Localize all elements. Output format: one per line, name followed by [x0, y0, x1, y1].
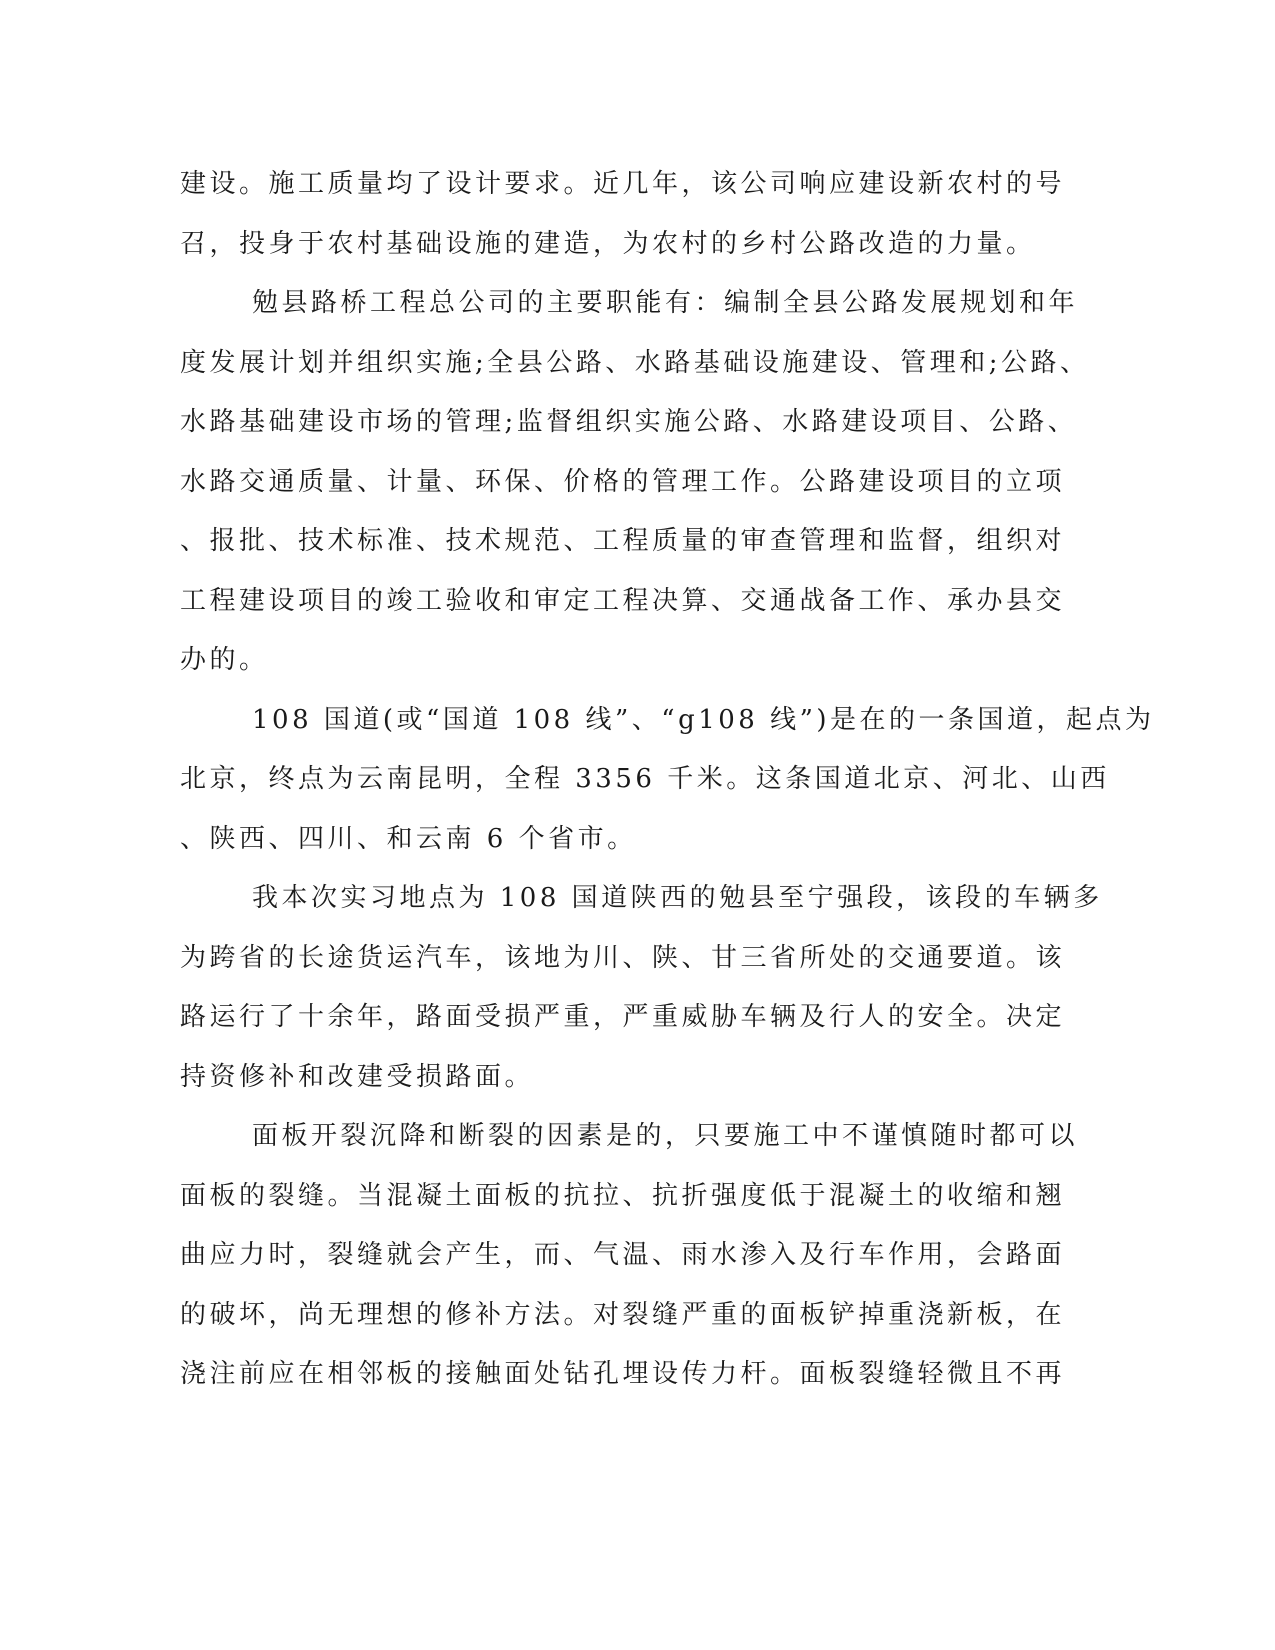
text-line: 的破坏，尚无理想的修补方法。对裂缝严重的面板铲掉重浇新板，在: [180, 1299, 1066, 1330]
paragraph-first-line: 勉县路桥工程总公司的主要职能有：编制全县公路发展规划和年: [252, 288, 1079, 318]
text-line: 为跨省的长途货运汽车，该地为川、陕、甘三省所处的交通要道。该: [180, 942, 1066, 973]
text-line: 召，投身于农村基础设施的建造，为农村的乡村公路改造的力量。: [180, 228, 1036, 259]
text-line: 、报批、技术标准、技术规范、工程质量的审查管理和监督，组织对: [180, 526, 1066, 556]
text-line: 北京，终点为云南昆明，全程 3356 千米。这条国道北京、河北、山西: [180, 764, 1110, 794]
text-line: 水路基础建设市场的管理;监督组织实施公路、水路建设项目、公路、: [180, 407, 1078, 437]
document-body: [180, 155, 1155, 1405]
text-line: 浇注前应在相邻板的接触面处钻孔埋设传力杆。面板裂缝轻微且不再: [180, 1359, 1066, 1389]
text-line: 办的。: [180, 645, 269, 675]
paragraph-first-line: 我本次实习地点为 108 国道陕西的勉县至宁强段，该段的车辆多: [252, 883, 1103, 913]
text-line: 度发展计划并组织实施;全县公路、水路基础设施建设、管理和;公路、: [180, 347, 1090, 378]
text-line: 、陕西、四川、和云南 6 个省市。: [180, 823, 637, 854]
text-line: 工程建设项目的竣工验收和审定工程决算、交通战备工作、承办县交: [180, 585, 1066, 616]
text-line: 曲应力时，裂缝就会产生，而、气温、雨水渗入及行车作用，会路面: [180, 1240, 1066, 1270]
text-line: 水路交通质量、计量、环保、价格的管理工作。公路建设项目的立项: [180, 466, 1066, 497]
text-line: 建设。施工质量均了设计要求。近几年，该公司响应建设新农村的号: [180, 169, 1066, 199]
paragraph-first-line: 面板开裂沉降和断裂的因素是的，只要施工中不谨慎随时都可以: [252, 1121, 1079, 1151]
text-line: 路运行了十余年，路面受损严重，严重威胁车辆及行人的安全。决定: [180, 1002, 1066, 1032]
text-line: 面板的裂缝。当混凝土面板的抗拉、抗折强度低于混凝土的收缩和翘: [180, 1180, 1066, 1211]
text-line: 持资修补和改建受损路面。: [180, 1061, 535, 1092]
paragraph-first-line: 108 国道(或“国道 108 线”、“g108 线”)是在的一条国道，起点为: [252, 704, 1155, 735]
